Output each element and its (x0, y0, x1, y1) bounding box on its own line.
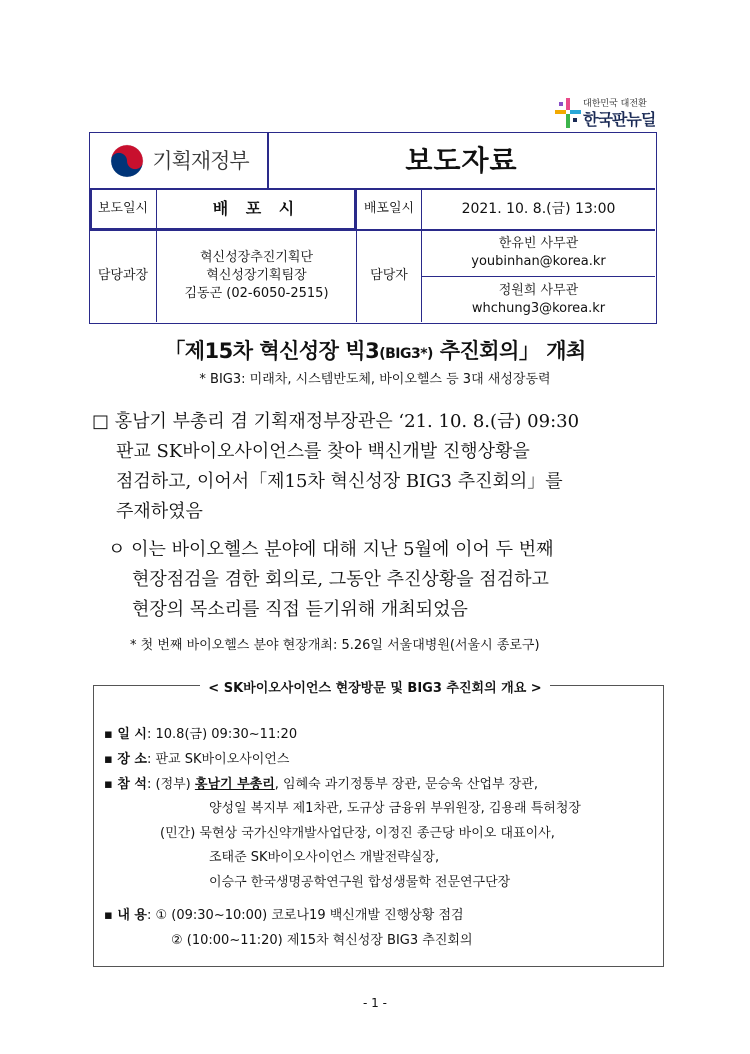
ministry-name: 기획재정부 (152, 148, 249, 173)
department-info (157, 230, 356, 322)
contact-2-name: 정원희 사무관 (498, 282, 579, 298)
paragraph-sub-line: 현장점검을 겸한 회의로, 그동안 추진상황을 점검하고 (132, 569, 549, 590)
department-name: 혁신성장추진기획단 (199, 250, 314, 265)
report-date-value: 배 포 시 (212, 199, 301, 218)
headline: 「제15차 혁신성장 빅3(BIG3*) 추진회의」 개최 (164, 339, 586, 363)
paragraph-main-line: 주재하였음 (116, 501, 203, 522)
overview-content: ▪ 내 용: ① (09:30~10:00) 코로나19 백신개발 진행상황 점검 (104, 908, 464, 923)
contact-label: 담당자 (370, 268, 408, 283)
taegeuk-emblem-icon (108, 142, 146, 180)
report-date-label: 보도일시 (97, 201, 149, 216)
overview-attendees-civ-line2: 조태준 SK바이오사이언스 개발전략실장, (209, 850, 440, 865)
contact-2-email[interactable]: whchung3@korea.kr (471, 300, 606, 316)
contact-1-email[interactable]: youbinhan@korea.kr (471, 254, 606, 269)
overview-attendees-gov: ▪ 참 석: (정부) 홍남기 부총리, 임혜숙 과기정통부 장관, 문승욱 산업부 장관, (104, 777, 539, 792)
paragraph-main-line: 판교 SK바이오사이언스를 찾아 백신개발 진행상황을 (116, 441, 530, 462)
overview-content-line2: ② (10:00~11:20) 제15차 혁신성장 BIG3 추진회의 (171, 933, 473, 948)
manager-contact: 김동곤 (02-6050-2515) (184, 286, 329, 301)
overview-box (93, 685, 664, 967)
overview-place: ▪ 장 소: 판교 SK바이오사이언스 (104, 752, 290, 767)
paragraph-sub (108, 535, 668, 625)
new-deal-emblem-icon (555, 98, 581, 130)
paragraph-main-line: □ 홍남기 부총리 겸 기획재정부장관은 ‘21. 10. 8.(금) 09:30 (92, 411, 580, 432)
overview-title: < SK바이오사이언스 현장방문 및 BIG3 추진회의 개요 > (0, 677, 750, 696)
korean-new-deal-logo (555, 96, 665, 130)
team-name: 혁신성장기획팀장 (206, 268, 307, 283)
overview-attendees-gov-line2: 양성일 복지부 제1차관, 도규상 금융위 부위원장, 김용래 특허청장 (209, 801, 581, 816)
press-release-header-table (89, 132, 657, 324)
press-release-title: 보도자료 (405, 143, 518, 177)
overview-attendees-civ: (민간) 묵현상 국가신약개발사업단장, 이정진 종근당 바이오 대표이사, (160, 826, 555, 841)
brand-name: 한국판뉴딜 (583, 110, 656, 129)
headline-footnote: * BIG3: 미래차, 시스템반도체, 바이오헬스 등 3대 새성장동력 (199, 372, 551, 387)
page-number: - 1 - (363, 996, 387, 1010)
contact-2 (422, 277, 655, 322)
distribution-date-label: 배포일시 (363, 201, 415, 216)
brand-tagline: 대한민국 대전환 (583, 99, 647, 109)
ministry-logo (90, 133, 267, 188)
overview-attendees-civ-line3: 이승구 한국생명공학연구원 합성생물학 전문연구단장 (209, 875, 511, 890)
paragraph-sub-footnote: * 첫 번째 바이오헬스 분야 현장개최: 5.26일 서울대병원(서울시 종로구) (130, 638, 540, 653)
paragraph-main-line: 점검하고, 이어서「제15차 혁신성장 BIG3 추진회의」를 (116, 471, 563, 492)
overview-date: ▪ 일 시: 10.8(금) 09:30~11:20 (104, 727, 298, 742)
paragraph-sub-line: 현장의 목소리를 직접 듣기위해 개최되었음 (132, 599, 468, 620)
contact-1-name: 한유빈 사무관 (498, 236, 579, 251)
contact-1 (422, 230, 655, 276)
paragraph-sub-line: ㅇ 이는 바이오헬스 분야에 대해 지난 5월에 이어 두 번째 (108, 539, 554, 560)
paragraph-main (92, 407, 672, 527)
distribution-date-value: 2021. 10. 8.(금) 13:00 (461, 201, 616, 217)
department-label: 담당과장 (97, 268, 149, 283)
